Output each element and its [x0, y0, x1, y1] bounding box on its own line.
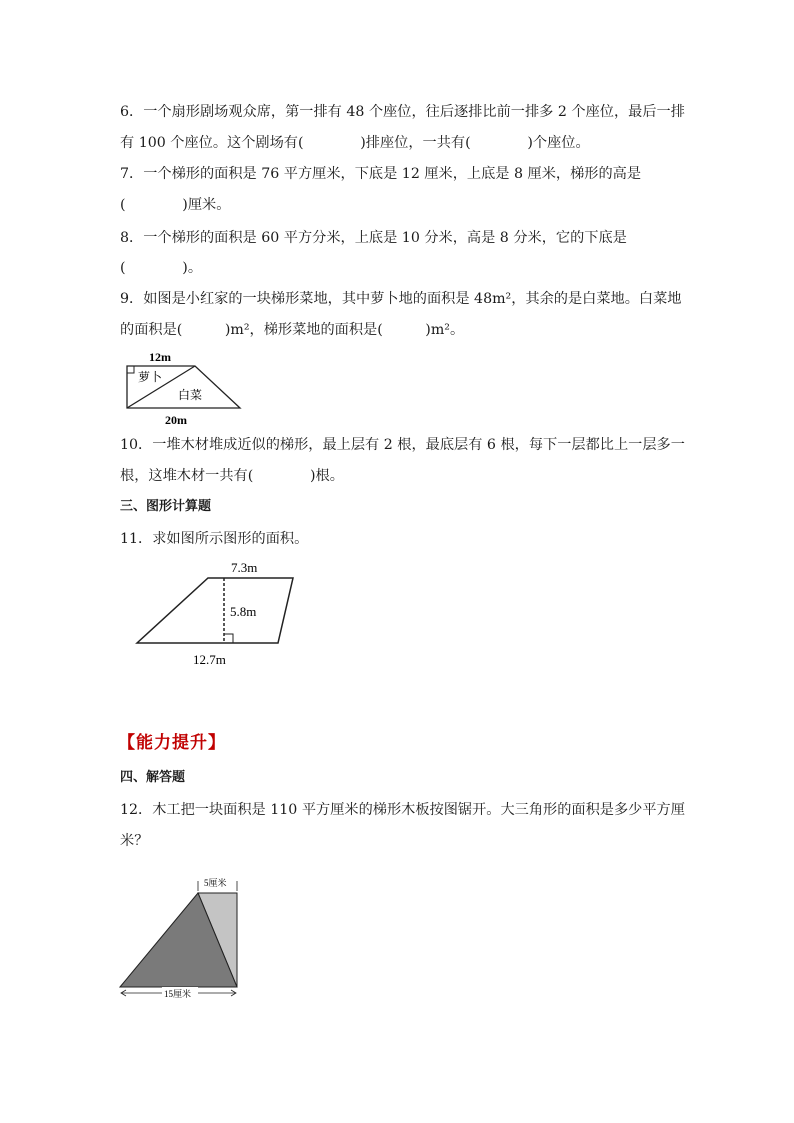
- q12-line1: 12．木工把一块面积是 110 平方厘米的梯形木板按图锯开。大三角形的面积是多少平方厘: [120, 802, 685, 818]
- fig11-parallelogram-diagram: [130, 556, 310, 671]
- fig12-top-label: 5厘米: [204, 878, 227, 888]
- fig11-bottom-label: 12.7m: [193, 652, 226, 667]
- q12-line2: 米？: [120, 833, 149, 849]
- q7-line1: 7．一个梯形的面积是 76 平方厘米，下底是 12 厘米，上底是 8 厘米，梯形的高是: [120, 166, 642, 182]
- fig11-height-label: 5.8m: [230, 604, 257, 619]
- fig11-top-label: 7.3m: [231, 560, 258, 575]
- fig9-cabbage-label: 白菜: [178, 388, 203, 402]
- ability-improvement-heading: 【能力提升】: [118, 733, 226, 753]
- q6-line2: 有 100 个座位。这个剧场有( )排座位，一共有( )个座位。: [120, 135, 590, 151]
- fig12-trapezoid-diagram: [112, 873, 247, 1008]
- fig9-bottom-label: 20m: [165, 413, 187, 427]
- q6-line1: 6．一个扇形剧场观众席，第一排有 48 个座位，往后逐排比前一排多 2 个座位，最后一排: [120, 104, 685, 120]
- q8-line2: ( )。: [120, 260, 203, 276]
- q8-line1: 8．一个梯形的面积是 60 平方分米，上底是 10 分米，高是 8 分米，它的下底是: [120, 230, 627, 246]
- fig11-shape: [137, 578, 293, 643]
- q11: 11．求如图所示图形的面积。: [120, 531, 309, 547]
- q10-line1: 10．一堆木材堆成近似的梯形，最上层有 2 根，最底层有 6 根，每下一层都比上一层多一: [120, 437, 685, 453]
- fig9-radish-label: 萝卜: [138, 370, 163, 384]
- q7-line2: ( )厘米。: [120, 197, 231, 213]
- fig9-top-label: 12m: [149, 350, 171, 364]
- q9-line2: 的面积是( )m²，梯形菜地的面积是( )m²。: [120, 322, 465, 338]
- fig9-right-angle-mark: [127, 366, 134, 373]
- q10-line2: 根，这堆木材一共有( )根。: [120, 468, 344, 484]
- fig12-bottom-label: 15厘米: [164, 989, 192, 999]
- section-three-heading: 三、图形计算题: [120, 499, 212, 514]
- fig9-trapezoid-diagram: [118, 348, 248, 430]
- fig11-right-angle-mark: [224, 634, 233, 643]
- section-four-heading: 四、解答题: [120, 770, 186, 785]
- q9-line1: 9．如图是小红家的一块梯形菜地，其中萝卜地的面积是 48m²，其余的是白菜地。白菜地: [120, 291, 682, 307]
